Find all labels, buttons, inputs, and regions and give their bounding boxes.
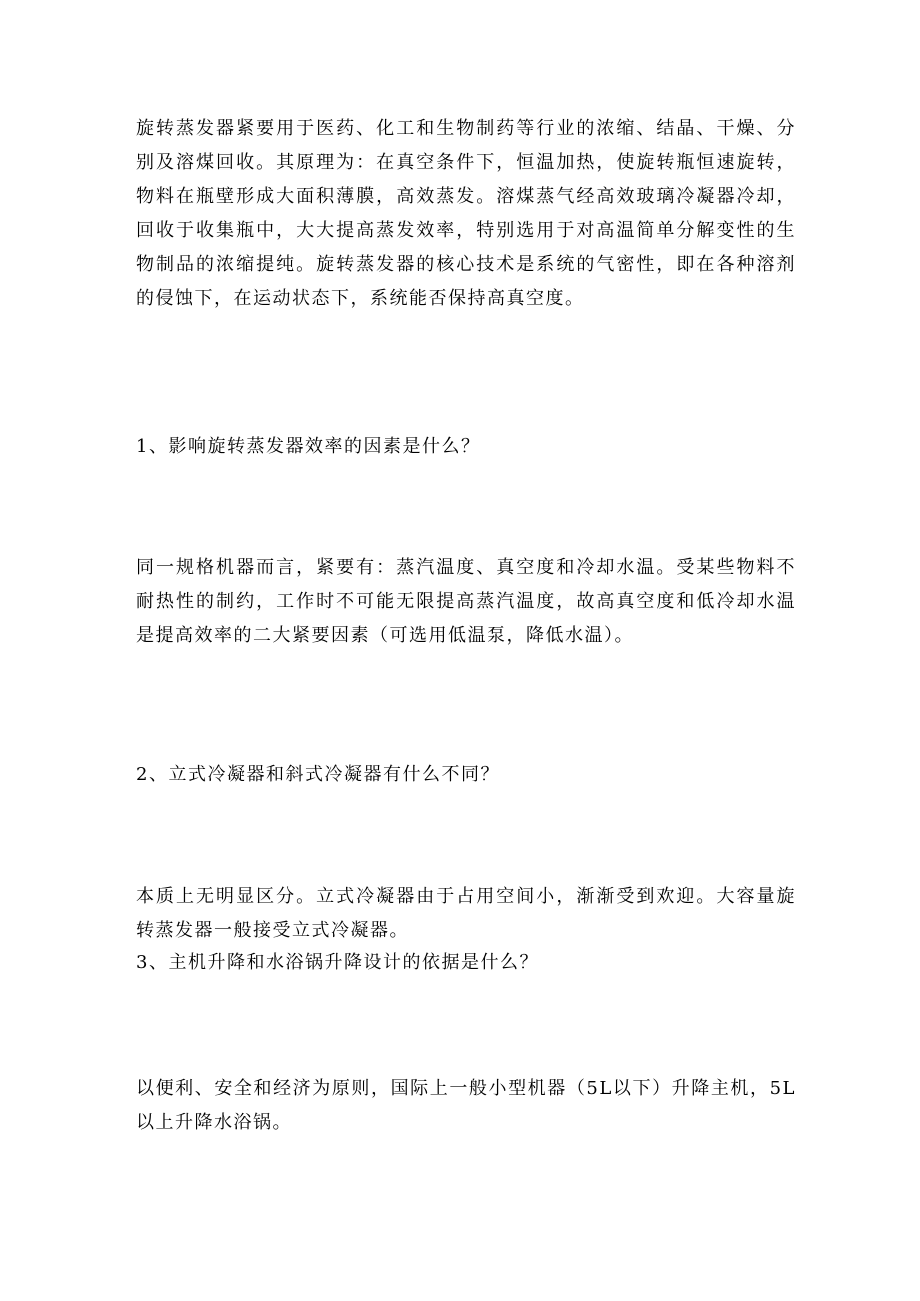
question-2-heading: 2、立式冷凝器和斜式冷凝器有什么不同？ bbox=[136, 764, 500, 785]
answer-3-paragraph: 以便利、安全和经济为原则，国际上一般小型机器（5L以下）升降主机，5L以上升降水浴锅。 bbox=[136, 1078, 796, 1133]
answer-1-paragraph: 同一规格机器而言，紧要有：蒸汽温度、真空度和冷却水温。受某些物料不耐热性的制约，工作时不可能无限提高蒸汽温度，故高真空度和低冷却水温是提高效率的二大紧要因素（可选用低温泵，降低水温）。 bbox=[136, 557, 796, 646]
intro-paragraph: 旋转蒸发器紧要用于医药、化工和生物制药等行业的浓缩、结晶、干燥、分别及溶煤回收。其原理为：在真空条件下，恒温加热，使旋转瓶恒速旋转，物料在瓶壁形成大面积薄膜，高效蒸发。溶煤蒸气经高效玻璃冷凝器冷却，回收于收集瓶中，大大提高蒸发效率，特别选用于对高温简单分解变性的生物制品的浓缩提纯。旋转蒸发器的核心技术是系统的气密性，即在各种溶剂的侵蚀下，在运动状态下，系统能否保持高真空度。 bbox=[136, 118, 796, 309]
question-3-heading: 3、主机升降和水浴锅升降设计的依据是什么？ bbox=[136, 952, 539, 973]
question-1-heading: 1、影响旋转蒸发器效率的因素是什么？ bbox=[136, 436, 481, 457]
answer-2-paragraph: 本质上无明显区分。立式冷凝器由于占用空间小，渐渐受到欢迎。大容量旋转蒸发器一般接受立式冷凝器。 bbox=[136, 886, 796, 941]
